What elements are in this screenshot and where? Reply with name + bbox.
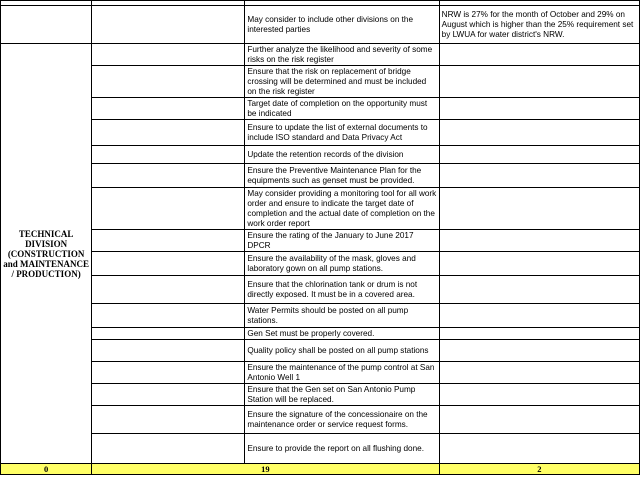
empty-cell (92, 120, 245, 146)
table-row (1, 66, 640, 98)
table-row (1, 44, 640, 66)
recommendation-cell: Ensure that the Gen set on San Antonio Pump Station will be replaced. (245, 384, 439, 406)
empty-cell (92, 406, 245, 434)
table-row (1, 146, 640, 164)
status-cell (439, 406, 639, 434)
empty-cell (92, 384, 245, 406)
table-row (1, 328, 640, 340)
recommendation-cell: Ensure to provide the report on all flushing done. (245, 434, 439, 464)
table-row (1, 164, 640, 188)
recommendation-cell: Ensure the signature of the concessionaire on the maintenance order or service request forms. (245, 406, 439, 434)
status-cell: NRW is 27% for the month of October and 29% on August which is higher than the 25% requirement set by LWUA for water district's NRW. (439, 6, 639, 44)
recommendation-cell: Gen Set must be properly covered. (245, 328, 439, 340)
status-cell (439, 120, 639, 146)
table-row (1, 384, 640, 406)
status-cell (439, 146, 639, 164)
totals-row (1, 464, 640, 475)
status-cell (439, 66, 639, 98)
recommendation-cell: Target date of completion on the opportunity must be indicated (245, 98, 439, 120)
status-cell (439, 188, 639, 230)
empty-cell (92, 304, 245, 328)
empty-cell (92, 252, 245, 276)
empty-cell (92, 328, 245, 340)
table-row (1, 434, 640, 464)
table-row (1, 6, 640, 44)
status-cell (439, 434, 639, 464)
recommendation-cell: May consider to include other divisions on the interested parties (245, 6, 439, 44)
recommendation-cell: Further analyze the likelihood and severity of some risks on the risk register (245, 44, 439, 66)
total-col1: 0 (1, 464, 92, 475)
recommendation-cell: Water Permits should be posted on all pump stations. (245, 304, 439, 328)
empty-cell (92, 44, 245, 66)
table-row (1, 230, 640, 252)
status-cell (439, 362, 639, 384)
recommendation-cell: Ensure to update the list of external documents to include ISO standard and Data Privacy Act (245, 120, 439, 146)
status-cell (439, 98, 639, 120)
recommendation-cell: Ensure the maintenance of the pump control at San Antonio Well 1 (245, 362, 439, 384)
table-row (1, 304, 640, 328)
table-row (1, 188, 640, 230)
status-cell (439, 252, 639, 276)
status-cell (439, 44, 639, 66)
division-cell-top (1, 6, 92, 44)
empty-cell (92, 362, 245, 384)
empty-cell (92, 276, 245, 304)
total-col2: 19 (92, 464, 440, 475)
table-row (1, 362, 640, 384)
status-cell (439, 230, 639, 252)
recommendation-cell: Ensure the Preventive Maintenance Plan for the equipments such as genset must be provided. (245, 164, 439, 188)
recommendation-cell: Quality policy shall be posted on all pump stations (245, 340, 439, 362)
empty-cell (92, 164, 245, 188)
table-row (1, 98, 640, 120)
status-cell (439, 384, 639, 406)
status-cell (439, 328, 639, 340)
table-row (1, 252, 640, 276)
status-cell (439, 304, 639, 328)
empty-cell (92, 434, 245, 464)
empty-cell (92, 146, 245, 164)
recommendation-cell: Update the retention records of the division (245, 146, 439, 164)
empty-cell (92, 66, 245, 98)
recommendation-cell: Ensure the rating of the January to June 2017 DPCR (245, 230, 439, 252)
recommendation-cell: Ensure that the chlorination tank or drum is not directly exposed. It must be in a covered area. (245, 276, 439, 304)
status-cell (439, 276, 639, 304)
table-row (1, 276, 640, 304)
total-col3: 2 (439, 464, 639, 475)
recommendation-cell: May consider providing a monitoring tool for all work order and ensure to indicate the target date of completion and the actual date of completion on the work order report (245, 188, 439, 230)
table-row (1, 340, 640, 362)
recommendation-cell: Ensure that the risk on replacement of bridge crossing will be determined and must be included on the risk register (245, 66, 439, 98)
status-cell (439, 164, 639, 188)
table-row (1, 120, 640, 146)
status-cell (439, 340, 639, 362)
empty-cell (92, 340, 245, 362)
table-row (1, 406, 640, 434)
empty-cell (92, 230, 245, 252)
recommendation-cell: Ensure the availability of the mask, gloves and laboratory gown on all pump stations. (245, 252, 439, 276)
division-label (1, 44, 92, 464)
empty-cell (92, 188, 245, 230)
division-label-text: TECHNICAL DIVISION (CONSTRUCTION and MAINTENANCE / PRODUCTION) (3, 228, 89, 279)
empty-cell (92, 6, 245, 44)
empty-cell (92, 98, 245, 120)
